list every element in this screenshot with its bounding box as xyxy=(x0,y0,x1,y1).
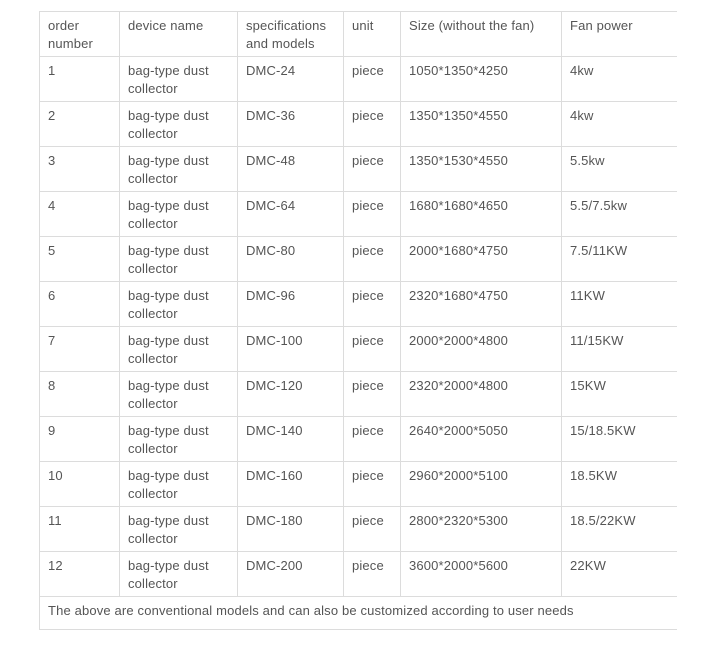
table-row xyxy=(40,417,677,462)
cell-order-number: 1 xyxy=(40,57,120,102)
cell-unit: piece xyxy=(344,192,401,237)
cell-device-name: bag-type dust collector xyxy=(120,552,238,597)
cell-device-name: bag-type dust collector xyxy=(120,327,238,372)
cell-size: 2000*1680*4750 xyxy=(401,237,562,282)
cell-order-number: 11 xyxy=(40,507,120,552)
cell-model: DMC-160 xyxy=(238,462,344,507)
cell-unit: piece xyxy=(344,552,401,597)
table-row xyxy=(40,102,677,147)
cell-fan-power: 11/15KW xyxy=(562,327,677,372)
cell-size: 2960*2000*5100 xyxy=(401,462,562,507)
cell-device-name: bag-type dust collector xyxy=(120,147,238,192)
cell-model: DMC-96 xyxy=(238,282,344,327)
header-size: Size (without the fan) xyxy=(401,12,562,57)
cell-size: 2320*1680*4750 xyxy=(401,282,562,327)
cell-order-number: 10 xyxy=(40,462,120,507)
table-row xyxy=(40,462,677,507)
cell-fan-power: 7.5/11KW xyxy=(562,237,677,282)
cell-size: 2640*2000*5050 xyxy=(401,417,562,462)
cell-fan-power: 15/18.5KW xyxy=(562,417,677,462)
cell-size: 1680*1680*4650 xyxy=(401,192,562,237)
cell-device-name: bag-type dust collector xyxy=(120,237,238,282)
table-row xyxy=(40,327,677,372)
table-row xyxy=(40,57,677,102)
cell-order-number: 4 xyxy=(40,192,120,237)
header-device-name: device name xyxy=(120,12,238,57)
cell-model: DMC-100 xyxy=(238,327,344,372)
cell-size: 3600*2000*5600 xyxy=(401,552,562,597)
cell-device-name: bag-type dust collector xyxy=(120,57,238,102)
header-unit: unit xyxy=(344,12,401,57)
cell-unit: piece xyxy=(344,237,401,282)
cell-unit: piece xyxy=(344,462,401,507)
header-specifications: specifications and models xyxy=(238,12,344,57)
cell-model: DMC-180 xyxy=(238,507,344,552)
cell-order-number: 7 xyxy=(40,327,120,372)
cell-fan-power: 5.5kw xyxy=(562,147,677,192)
cell-unit: piece xyxy=(344,417,401,462)
spec-table xyxy=(39,11,677,630)
cell-device-name: bag-type dust collector xyxy=(120,507,238,552)
cell-model: DMC-24 xyxy=(238,57,344,102)
cell-fan-power: 11KW xyxy=(562,282,677,327)
cell-fan-power: 4kw xyxy=(562,57,677,102)
cell-fan-power: 5.5/7.5kw xyxy=(562,192,677,237)
cell-order-number: 3 xyxy=(40,147,120,192)
cell-fan-power: 15KW xyxy=(562,372,677,417)
table-row xyxy=(40,507,677,552)
cell-model: DMC-140 xyxy=(238,417,344,462)
table-row xyxy=(40,237,677,282)
table-body xyxy=(40,57,677,597)
cell-model: DMC-120 xyxy=(238,372,344,417)
table-note-row xyxy=(40,597,677,630)
table-header-row xyxy=(40,12,677,57)
cell-order-number: 9 xyxy=(40,417,120,462)
cell-order-number: 12 xyxy=(40,552,120,597)
cell-unit: piece xyxy=(344,147,401,192)
cell-order-number: 5 xyxy=(40,237,120,282)
spec-table-container xyxy=(39,11,676,630)
cell-unit: piece xyxy=(344,327,401,372)
cell-fan-power: 4kw xyxy=(562,102,677,147)
cell-size: 2320*2000*4800 xyxy=(401,372,562,417)
cell-unit: piece xyxy=(344,102,401,147)
table-row xyxy=(40,372,677,417)
cell-size: 2000*2000*4800 xyxy=(401,327,562,372)
cell-size: 1050*1350*4250 xyxy=(401,57,562,102)
cell-device-name: bag-type dust collector xyxy=(120,282,238,327)
cell-device-name: bag-type dust collector xyxy=(120,417,238,462)
table-row xyxy=(40,282,677,327)
cell-size: 1350*1530*4550 xyxy=(401,147,562,192)
cell-unit: piece xyxy=(344,57,401,102)
cell-size: 1350*1350*4550 xyxy=(401,102,562,147)
table-row xyxy=(40,192,677,237)
table-note: The above are conventional models and can also be customized according to user needs xyxy=(40,597,677,630)
cell-model: DMC-200 xyxy=(238,552,344,597)
cell-device-name: bag-type dust collector xyxy=(120,462,238,507)
cell-unit: piece xyxy=(344,282,401,327)
cell-device-name: bag-type dust collector xyxy=(120,372,238,417)
cell-model: DMC-36 xyxy=(238,102,344,147)
table-row xyxy=(40,552,677,597)
cell-device-name: bag-type dust collector xyxy=(120,192,238,237)
cell-fan-power: 18.5/22KW xyxy=(562,507,677,552)
cell-model: DMC-80 xyxy=(238,237,344,282)
header-fan-power: Fan power xyxy=(562,12,677,57)
cell-model: DMC-64 xyxy=(238,192,344,237)
header-order-number: order number xyxy=(40,12,120,57)
cell-fan-power: 18.5KW xyxy=(562,462,677,507)
cell-model: DMC-48 xyxy=(238,147,344,192)
cell-size: 2800*2320*5300 xyxy=(401,507,562,552)
table-row xyxy=(40,147,677,192)
cell-unit: piece xyxy=(344,372,401,417)
cell-device-name: bag-type dust collector xyxy=(120,102,238,147)
cell-unit: piece xyxy=(344,507,401,552)
cell-order-number: 2 xyxy=(40,102,120,147)
cell-fan-power: 22KW xyxy=(562,552,677,597)
cell-order-number: 6 xyxy=(40,282,120,327)
cell-order-number: 8 xyxy=(40,372,120,417)
